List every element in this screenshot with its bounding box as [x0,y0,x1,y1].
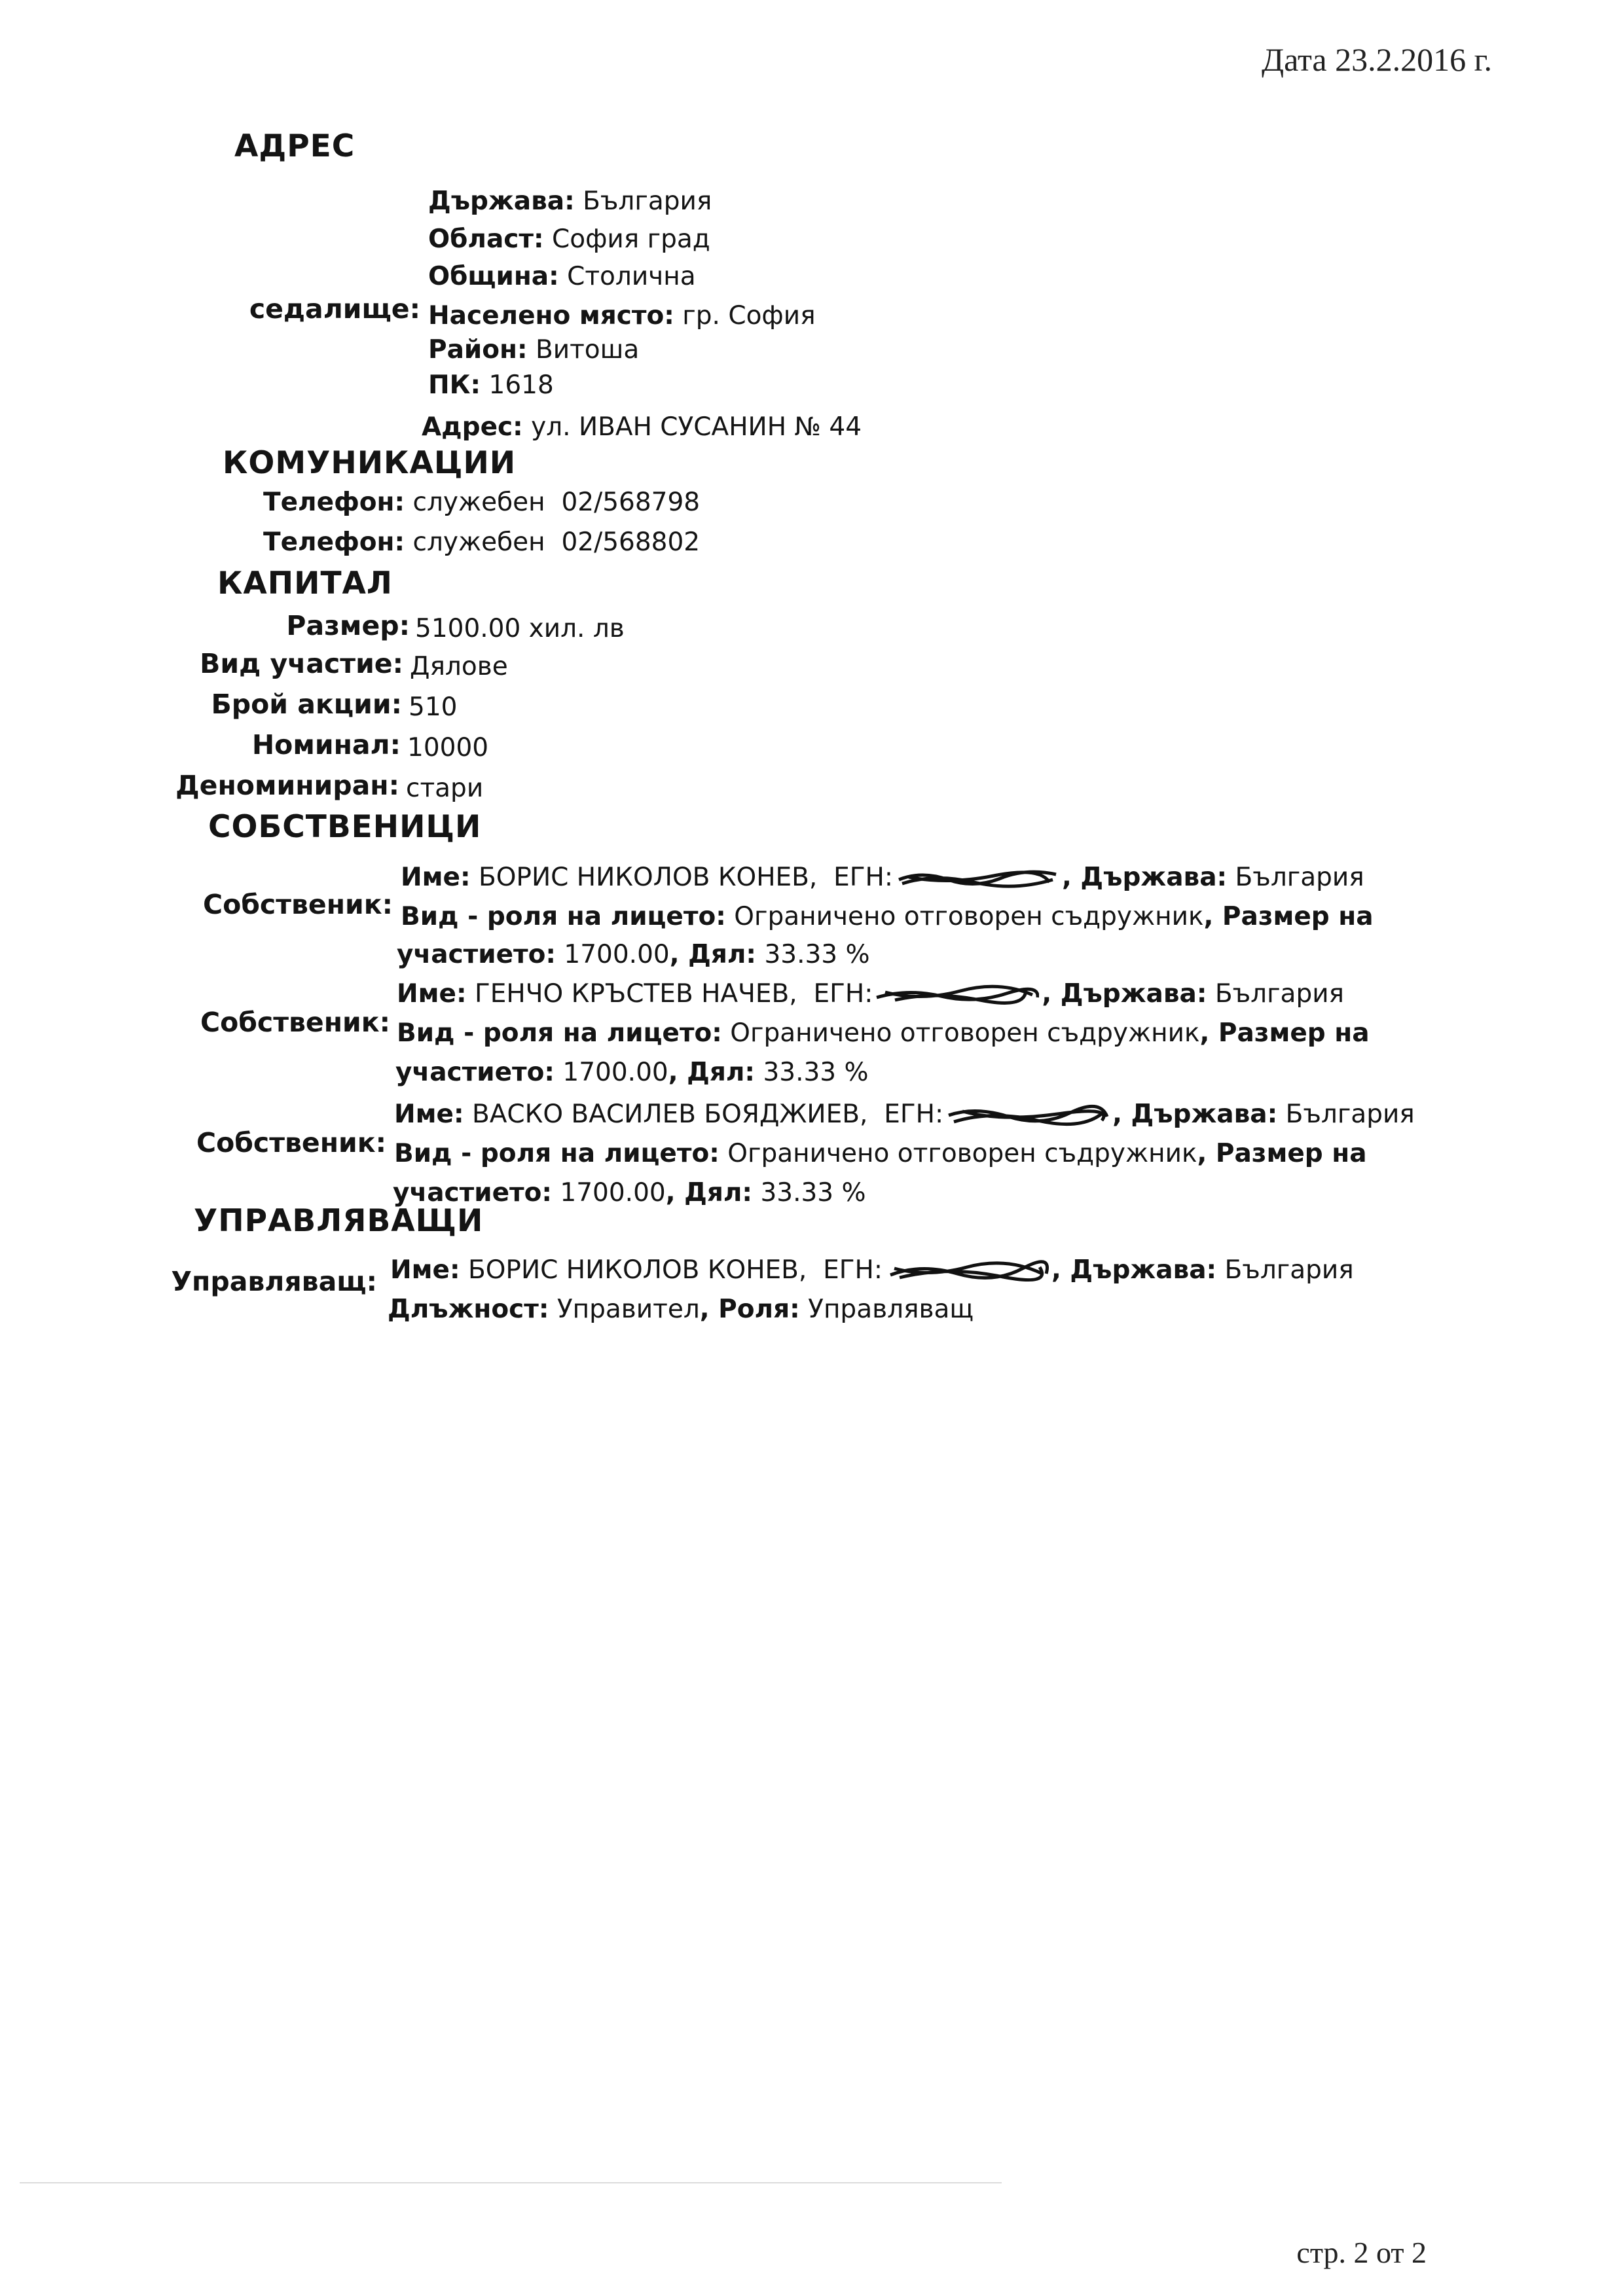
participation-type-value: Дялове [410,652,508,681]
nominal-key: Номинал: [251,729,401,761]
address-district: Район: Витоша [428,335,640,365]
redaction-scribble [885,1262,1049,1282]
section-heading-capital: КАПИТАЛ [217,565,393,601]
capital-size-value: 5100.00 хил. лв [415,614,625,643]
owner-3-name-line: Име: ВАСКО ВАСИЛЕВ БОЯДЖИЕВ, ЕГН: , Държава: България [394,1100,1415,1129]
denominated-value: стари [406,774,484,803]
owner-2-share-line: участието: 1700.00, Дял: 33.33 % [395,1058,869,1087]
address-settlement: Населено място: гр. София [428,301,816,331]
denominated-key: Деноминиран: [175,770,399,801]
document-date: Дата 23.2.2016 г. [1261,41,1492,78]
address-country: Държава: България [428,187,712,216]
owner-2-role-line: Вид - роля на лицето: Ограничено отговорен съдружник, Размер на [397,1018,1370,1048]
owner-2-name-line: Име: ГЕНЧО КРЪСТЕВ НАЧЕВ, ЕГН: , Държава: България [397,979,1345,1009]
address-street: Адрес: ул. ИВАН СУСАНИН № 44 [422,412,862,442]
manager-name-line: Име: БОРИС НИКОЛОВ КОНЕВ, ЕГН: , Държава: България [390,1255,1354,1285]
participation-type-key: Вид участие: [200,648,403,679]
owner-3-role-line: Вид - роля на лицето: Ограничено отговорен съдружник, Размер на [394,1139,1367,1168]
manager-position-line: Длъжност: Управител, Роля: Управляващ [388,1295,974,1324]
manager-label: Управляващ: [171,1266,377,1297]
redaction-scribble [875,986,1039,1005]
section-heading-communications: КОМУНИКАЦИИ [223,445,517,481]
owner-1-share-line: участието: 1700.00, Дял: 33.33 % [397,940,870,969]
owner-label: Собственик: [196,1127,386,1158]
owner-1-role-line: Вид - роля на лицето: Ограничено отговорен съдружник, Размер на [401,902,1374,931]
redaction-scribble [946,1106,1110,1126]
phone-1: Телефон: служебен 02/568798 [263,488,701,517]
address-municipality: Община: Столична [428,262,696,291]
page-divider [20,2182,1002,2183]
owner-1-name-line: Име: БОРИС НИКОЛОВ КОНЕВ, ЕГН: , Държава: България [401,863,1364,892]
section-heading-owners: СОБСТВЕНИЦИ [208,809,482,845]
section-heading-managers: УПРАВЛЯВАЩИ [194,1203,484,1239]
owner-3-share-line: участието: 1700.00, Дял: 33.33 % [393,1178,866,1208]
owner-label: Собственик: [203,889,393,920]
shares-count-key: Брой акции: [211,689,402,720]
address-postcode: ПК: 1618 [428,370,554,400]
page-number: стр. 2 от 2 [1296,2236,1427,2269]
redaction-scribble [896,869,1059,889]
capital-size-key: Размер: [286,610,410,641]
seat-label: седалище: [249,293,420,325]
address-region: Област: София град [428,224,710,254]
owner-label: Собственик: [200,1007,390,1038]
nominal-value: 10000 [407,733,489,762]
shares-count-value: 510 [409,692,458,722]
phone-2: Телефон: служебен 02/568802 [263,528,701,557]
section-heading-address: АДРЕС [234,128,356,164]
